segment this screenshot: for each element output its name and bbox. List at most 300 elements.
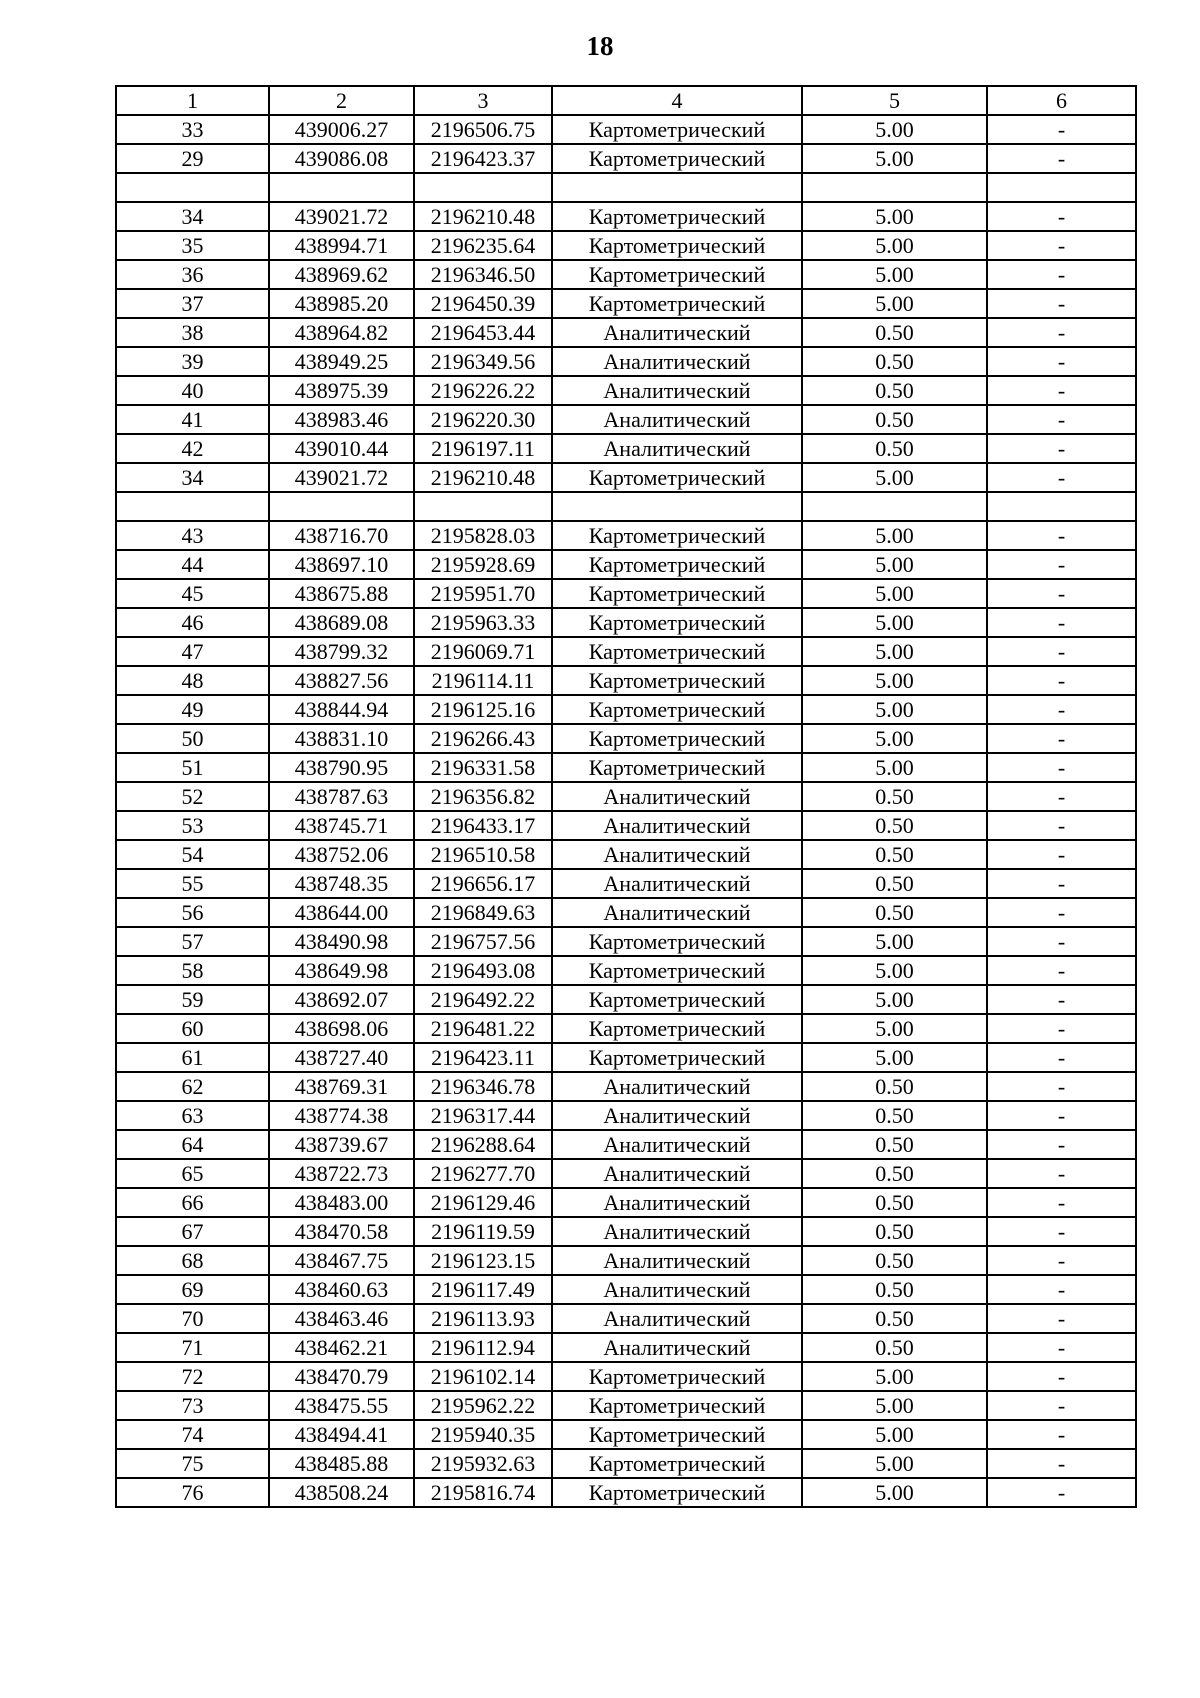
accuracy-cell: 0.50 xyxy=(802,376,987,405)
note-cell: - xyxy=(987,521,1136,550)
note-cell: - xyxy=(987,550,1136,579)
accuracy-cell: 5.00 xyxy=(802,695,987,724)
accuracy-cell: 0.50 xyxy=(802,1333,987,1362)
note-cell: - xyxy=(987,1188,1136,1217)
method-cell: Аналитический xyxy=(552,405,802,434)
x-coordinate-cell: 438462.21 xyxy=(269,1333,414,1362)
y-coordinate-cell: 2196346.50 xyxy=(414,260,552,289)
method-cell: Картометрический xyxy=(552,1362,802,1391)
y-coordinate-cell: 2196433.17 xyxy=(414,811,552,840)
accuracy-cell: 0.50 xyxy=(802,1130,987,1159)
method-cell: Картометрический xyxy=(552,1449,802,1478)
note-cell: - xyxy=(987,1304,1136,1333)
x-coordinate-cell: 438483.00 xyxy=(269,1188,414,1217)
note-cell: - xyxy=(987,1130,1136,1159)
table-row xyxy=(116,695,1136,724)
x-coordinate-cell xyxy=(269,173,414,202)
y-coordinate-cell: 2196114.11 xyxy=(414,666,552,695)
accuracy-cell xyxy=(802,492,987,521)
y-coordinate-cell: 2196112.94 xyxy=(414,1333,552,1362)
x-coordinate-cell: 439006.27 xyxy=(269,115,414,144)
point-number-cell: 71 xyxy=(116,1333,269,1362)
table-row xyxy=(116,898,1136,927)
y-coordinate-cell: 2195932.63 xyxy=(414,1449,552,1478)
note-cell: - xyxy=(987,289,1136,318)
accuracy-cell: 5.00 xyxy=(802,521,987,550)
table-row xyxy=(116,637,1136,666)
method-cell: Картометрический xyxy=(552,666,802,695)
point-number-cell: 69 xyxy=(116,1275,269,1304)
note-cell xyxy=(987,173,1136,202)
y-coordinate-cell: 2195828.03 xyxy=(414,521,552,550)
table-row xyxy=(116,1391,1136,1420)
accuracy-cell: 0.50 xyxy=(802,1304,987,1333)
y-coordinate-cell: 2196220.30 xyxy=(414,405,552,434)
method-cell: Картометрический xyxy=(552,521,802,550)
method-cell: Аналитический xyxy=(552,376,802,405)
x-coordinate-cell: 438739.67 xyxy=(269,1130,414,1159)
table-row xyxy=(116,579,1136,608)
method-cell: Аналитический xyxy=(552,1275,802,1304)
y-coordinate-cell: 2196506.75 xyxy=(414,115,552,144)
x-coordinate-cell: 438470.79 xyxy=(269,1362,414,1391)
x-coordinate-cell: 438964.82 xyxy=(269,318,414,347)
accuracy-cell: 0.50 xyxy=(802,898,987,927)
method-cell: Картометрический xyxy=(552,608,802,637)
method-cell: Аналитический xyxy=(552,434,802,463)
table-row xyxy=(116,492,1136,521)
table-row xyxy=(116,434,1136,463)
point-number-cell: 35 xyxy=(116,231,269,260)
header-cell-1: 1 xyxy=(116,86,269,115)
note-cell: - xyxy=(987,1420,1136,1449)
accuracy-cell: 5.00 xyxy=(802,202,987,231)
accuracy-cell xyxy=(802,173,987,202)
point-number-cell: 60 xyxy=(116,1014,269,1043)
table-row xyxy=(116,1217,1136,1246)
method-cell: Аналитический xyxy=(552,898,802,927)
table-row xyxy=(116,463,1136,492)
accuracy-cell: 0.50 xyxy=(802,782,987,811)
table-row xyxy=(116,927,1136,956)
x-coordinate-cell: 438475.55 xyxy=(269,1391,414,1420)
y-coordinate-cell: 2196069.71 xyxy=(414,637,552,666)
note-cell: - xyxy=(987,347,1136,376)
method-cell: Картометрический xyxy=(552,637,802,666)
method-cell: Аналитический xyxy=(552,869,802,898)
y-coordinate-cell: 2196123.15 xyxy=(414,1246,552,1275)
table-row xyxy=(116,869,1136,898)
point-number-cell: 70 xyxy=(116,1304,269,1333)
table-row xyxy=(116,318,1136,347)
point-number-cell: 49 xyxy=(116,695,269,724)
point-number-cell: 67 xyxy=(116,1217,269,1246)
x-coordinate-cell: 438748.35 xyxy=(269,869,414,898)
point-number-cell: 41 xyxy=(116,405,269,434)
x-coordinate-cell: 438787.63 xyxy=(269,782,414,811)
accuracy-cell: 5.00 xyxy=(802,463,987,492)
note-cell: - xyxy=(987,1246,1136,1275)
note-cell: - xyxy=(987,1043,1136,1072)
table-row xyxy=(116,1362,1136,1391)
method-cell: Аналитический xyxy=(552,1246,802,1275)
accuracy-cell: 5.00 xyxy=(802,231,987,260)
note-cell: - xyxy=(987,724,1136,753)
header-cell-3: 3 xyxy=(414,86,552,115)
point-number-cell: 50 xyxy=(116,724,269,753)
method-cell xyxy=(552,492,802,521)
point-number-cell: 34 xyxy=(116,202,269,231)
table-row xyxy=(116,1188,1136,1217)
table-row xyxy=(116,144,1136,173)
x-coordinate-cell: 438722.73 xyxy=(269,1159,414,1188)
accuracy-cell: 5.00 xyxy=(802,608,987,637)
x-coordinate-cell: 438827.56 xyxy=(269,666,414,695)
table-row xyxy=(116,608,1136,637)
x-coordinate-cell: 438949.25 xyxy=(269,347,414,376)
note-cell: - xyxy=(987,1449,1136,1478)
point-number-cell xyxy=(116,492,269,521)
note-cell: - xyxy=(987,202,1136,231)
accuracy-cell: 0.50 xyxy=(802,811,987,840)
method-cell: Картометрический xyxy=(552,1478,802,1507)
note-cell: - xyxy=(987,1362,1136,1391)
method-cell: Картометрический xyxy=(552,1014,802,1043)
point-number-cell: 47 xyxy=(116,637,269,666)
table-row xyxy=(116,231,1136,260)
table-row xyxy=(116,202,1136,231)
y-coordinate-cell: 2196356.82 xyxy=(414,782,552,811)
y-coordinate-cell: 2195928.69 xyxy=(414,550,552,579)
point-number-cell: 36 xyxy=(116,260,269,289)
point-number-cell: 44 xyxy=(116,550,269,579)
y-coordinate-cell: 2196210.48 xyxy=(414,463,552,492)
method-cell xyxy=(552,173,802,202)
x-coordinate-cell: 438485.88 xyxy=(269,1449,414,1478)
note-cell: - xyxy=(987,115,1136,144)
y-coordinate-cell: 2196102.14 xyxy=(414,1362,552,1391)
table-row xyxy=(116,1304,1136,1333)
table-row xyxy=(116,347,1136,376)
point-number-cell: 68 xyxy=(116,1246,269,1275)
point-number-cell: 48 xyxy=(116,666,269,695)
table-row xyxy=(116,1014,1136,1043)
table-row xyxy=(116,1130,1136,1159)
table-row xyxy=(116,724,1136,753)
note-cell: - xyxy=(987,811,1136,840)
method-cell: Аналитический xyxy=(552,782,802,811)
table-row xyxy=(116,289,1136,318)
accuracy-cell: 0.50 xyxy=(802,405,987,434)
y-coordinate-cell: 2195951.70 xyxy=(414,579,552,608)
table-row xyxy=(116,1159,1136,1188)
method-cell: Аналитический xyxy=(552,1333,802,1362)
x-coordinate-cell: 438698.06 xyxy=(269,1014,414,1043)
accuracy-cell: 5.00 xyxy=(802,550,987,579)
point-number-cell: 46 xyxy=(116,608,269,637)
table-row xyxy=(116,782,1136,811)
accuracy-cell: 5.00 xyxy=(802,724,987,753)
y-coordinate-cell: 2195816.74 xyxy=(414,1478,552,1507)
y-coordinate-cell: 2196510.58 xyxy=(414,840,552,869)
x-coordinate-cell: 438790.95 xyxy=(269,753,414,782)
x-coordinate-cell: 438774.38 xyxy=(269,1101,414,1130)
note-cell: - xyxy=(987,1217,1136,1246)
note-cell: - xyxy=(987,405,1136,434)
table-row xyxy=(116,405,1136,434)
method-cell: Картометрический xyxy=(552,202,802,231)
note-cell: - xyxy=(987,1333,1136,1362)
note-cell: - xyxy=(987,1159,1136,1188)
y-coordinate-cell: 2196197.11 xyxy=(414,434,552,463)
note-cell xyxy=(987,492,1136,521)
accuracy-cell: 5.00 xyxy=(802,637,987,666)
accuracy-cell: 5.00 xyxy=(802,753,987,782)
point-number-cell: 56 xyxy=(116,898,269,927)
y-coordinate-cell: 2196349.56 xyxy=(414,347,552,376)
x-coordinate-cell: 438799.32 xyxy=(269,637,414,666)
method-cell: Картометрический xyxy=(552,956,802,985)
table-row xyxy=(116,985,1136,1014)
method-cell: Аналитический xyxy=(552,347,802,376)
table-row xyxy=(116,1420,1136,1449)
x-coordinate-cell: 438692.07 xyxy=(269,985,414,1014)
table-row xyxy=(116,840,1136,869)
y-coordinate-cell: 2196423.37 xyxy=(414,144,552,173)
accuracy-cell: 0.50 xyxy=(802,840,987,869)
y-coordinate-cell: 2195963.33 xyxy=(414,608,552,637)
note-cell: - xyxy=(987,1478,1136,1507)
y-coordinate-cell: 2196346.78 xyxy=(414,1072,552,1101)
point-number-cell: 40 xyxy=(116,376,269,405)
y-coordinate-cell: 2195940.35 xyxy=(414,1420,552,1449)
method-cell: Картометрический xyxy=(552,695,802,724)
table-row xyxy=(116,811,1136,840)
y-coordinate-cell: 2196317.44 xyxy=(414,1101,552,1130)
accuracy-cell: 0.50 xyxy=(802,434,987,463)
header-cell-5: 5 xyxy=(802,86,987,115)
y-coordinate-cell: 2196125.16 xyxy=(414,695,552,724)
y-coordinate-cell: 2196129.46 xyxy=(414,1188,552,1217)
header-cell-2: 2 xyxy=(269,86,414,115)
method-cell: Аналитический xyxy=(552,1188,802,1217)
point-number-cell: 62 xyxy=(116,1072,269,1101)
note-cell: - xyxy=(987,956,1136,985)
y-coordinate-cell: 2196117.49 xyxy=(414,1275,552,1304)
accuracy-cell: 5.00 xyxy=(802,1420,987,1449)
x-coordinate-cell: 438494.41 xyxy=(269,1420,414,1449)
x-coordinate-cell: 439010.44 xyxy=(269,434,414,463)
coordinates-table xyxy=(115,85,1137,1508)
note-cell: - xyxy=(987,144,1136,173)
method-cell: Картометрический xyxy=(552,289,802,318)
point-number-cell: 64 xyxy=(116,1130,269,1159)
method-cell: Картометрический xyxy=(552,1420,802,1449)
header-cell-4: 4 xyxy=(552,86,802,115)
accuracy-cell: 5.00 xyxy=(802,1391,987,1420)
point-number-cell: 39 xyxy=(116,347,269,376)
x-coordinate-cell: 438994.71 xyxy=(269,231,414,260)
note-cell: - xyxy=(987,434,1136,463)
table-row xyxy=(116,1246,1136,1275)
point-number-cell: 65 xyxy=(116,1159,269,1188)
point-number-cell: 73 xyxy=(116,1391,269,1420)
header-cell-6: 6 xyxy=(987,86,1136,115)
method-cell: Картометрический xyxy=(552,1391,802,1420)
note-cell: - xyxy=(987,376,1136,405)
table-row xyxy=(116,753,1136,782)
note-cell: - xyxy=(987,1101,1136,1130)
y-coordinate-cell: 2196481.22 xyxy=(414,1014,552,1043)
note-cell: - xyxy=(987,666,1136,695)
note-cell: - xyxy=(987,318,1136,347)
table-row xyxy=(116,115,1136,144)
note-cell: - xyxy=(987,695,1136,724)
note-cell: - xyxy=(987,231,1136,260)
table-row xyxy=(116,1101,1136,1130)
accuracy-cell: 5.00 xyxy=(802,956,987,985)
x-coordinate-cell: 439021.72 xyxy=(269,202,414,231)
accuracy-cell: 0.50 xyxy=(802,1188,987,1217)
note-cell: - xyxy=(987,898,1136,927)
method-cell: Картометрический xyxy=(552,927,802,956)
point-number-cell: 34 xyxy=(116,463,269,492)
method-cell: Аналитический xyxy=(552,1217,802,1246)
point-number-cell: 29 xyxy=(116,144,269,173)
accuracy-cell: 0.50 xyxy=(802,1159,987,1188)
note-cell: - xyxy=(987,579,1136,608)
y-coordinate-cell: 2196450.39 xyxy=(414,289,552,318)
method-cell: Картометрический xyxy=(552,1043,802,1072)
x-coordinate-cell: 438470.58 xyxy=(269,1217,414,1246)
note-cell: - xyxy=(987,1275,1136,1304)
point-number-cell xyxy=(116,173,269,202)
x-coordinate-cell: 438460.63 xyxy=(269,1275,414,1304)
table-row xyxy=(116,1275,1136,1304)
point-number-cell: 74 xyxy=(116,1420,269,1449)
method-cell: Аналитический xyxy=(552,1159,802,1188)
table-header-row xyxy=(116,86,1136,115)
y-coordinate-cell: 2196423.11 xyxy=(414,1043,552,1072)
table-row xyxy=(116,550,1136,579)
point-number-cell: 38 xyxy=(116,318,269,347)
y-coordinate-cell: 2196277.70 xyxy=(414,1159,552,1188)
x-coordinate-cell: 438969.62 xyxy=(269,260,414,289)
method-cell: Картометрический xyxy=(552,463,802,492)
accuracy-cell: 5.00 xyxy=(802,927,987,956)
table-row xyxy=(116,956,1136,985)
table-row xyxy=(116,1072,1136,1101)
y-coordinate-cell: 2196226.22 xyxy=(414,376,552,405)
accuracy-cell: 5.00 xyxy=(802,1449,987,1478)
x-coordinate-cell: 438649.98 xyxy=(269,956,414,985)
accuracy-cell: 0.50 xyxy=(802,1217,987,1246)
point-number-cell: 59 xyxy=(116,985,269,1014)
accuracy-cell: 0.50 xyxy=(802,869,987,898)
point-number-cell: 54 xyxy=(116,840,269,869)
y-coordinate-cell: 2196492.22 xyxy=(414,985,552,1014)
y-coordinate-cell: 2196656.17 xyxy=(414,869,552,898)
accuracy-cell: 5.00 xyxy=(802,144,987,173)
table-body xyxy=(116,115,1136,1507)
accuracy-cell: 0.50 xyxy=(802,347,987,376)
table-row xyxy=(116,1478,1136,1507)
point-number-cell: 37 xyxy=(116,289,269,318)
note-cell: - xyxy=(987,782,1136,811)
y-coordinate-cell xyxy=(414,173,552,202)
method-cell: Картометрический xyxy=(552,985,802,1014)
x-coordinate-cell: 438975.39 xyxy=(269,376,414,405)
accuracy-cell: 5.00 xyxy=(802,115,987,144)
x-coordinate-cell: 439021.72 xyxy=(269,463,414,492)
x-coordinate-cell: 438831.10 xyxy=(269,724,414,753)
y-coordinate-cell: 2196119.59 xyxy=(414,1217,552,1246)
accuracy-cell: 0.50 xyxy=(802,1072,987,1101)
method-cell: Аналитический xyxy=(552,1101,802,1130)
x-coordinate-cell: 438716.70 xyxy=(269,521,414,550)
accuracy-cell: 5.00 xyxy=(802,260,987,289)
x-coordinate-cell: 438752.06 xyxy=(269,840,414,869)
note-cell: - xyxy=(987,637,1136,666)
point-number-cell: 58 xyxy=(116,956,269,985)
y-coordinate-cell: 2196493.08 xyxy=(414,956,552,985)
point-number-cell: 61 xyxy=(116,1043,269,1072)
method-cell: Аналитический xyxy=(552,811,802,840)
accuracy-cell: 5.00 xyxy=(802,579,987,608)
method-cell: Картометрический xyxy=(552,115,802,144)
method-cell: Аналитический xyxy=(552,840,802,869)
method-cell: Картометрический xyxy=(552,550,802,579)
y-coordinate-cell: 2196331.58 xyxy=(414,753,552,782)
page-number: 18 xyxy=(586,31,614,61)
x-coordinate-cell: 439086.08 xyxy=(269,144,414,173)
accuracy-cell: 5.00 xyxy=(802,1043,987,1072)
note-cell: - xyxy=(987,869,1136,898)
table-row xyxy=(116,1333,1136,1362)
y-coordinate-cell: 2196210.48 xyxy=(414,202,552,231)
point-number-cell: 52 xyxy=(116,782,269,811)
table-row xyxy=(116,1043,1136,1072)
method-cell: Картометрический xyxy=(552,579,802,608)
y-coordinate-cell: 2196235.64 xyxy=(414,231,552,260)
note-cell: - xyxy=(987,1391,1136,1420)
note-cell: - xyxy=(987,1072,1136,1101)
table-row xyxy=(116,173,1136,202)
method-cell: Картометрический xyxy=(552,724,802,753)
y-coordinate-cell: 2196113.93 xyxy=(414,1304,552,1333)
x-coordinate-cell: 438745.71 xyxy=(269,811,414,840)
x-coordinate-cell: 438675.88 xyxy=(269,579,414,608)
note-cell: - xyxy=(987,1014,1136,1043)
accuracy-cell: 5.00 xyxy=(802,1014,987,1043)
accuracy-cell: 5.00 xyxy=(802,985,987,1014)
method-cell: Аналитический xyxy=(552,1130,802,1159)
note-cell: - xyxy=(987,260,1136,289)
y-coordinate-cell: 2196757.56 xyxy=(414,927,552,956)
method-cell: Картометрический xyxy=(552,260,802,289)
accuracy-cell: 0.50 xyxy=(802,1246,987,1275)
accuracy-cell: 5.00 xyxy=(802,289,987,318)
accuracy-cell: 0.50 xyxy=(802,1275,987,1304)
x-coordinate-cell: 438689.08 xyxy=(269,608,414,637)
note-cell: - xyxy=(987,608,1136,637)
y-coordinate-cell: 2196453.44 xyxy=(414,318,552,347)
x-coordinate-cell: 438644.00 xyxy=(269,898,414,927)
method-cell: Картометрический xyxy=(552,753,802,782)
accuracy-cell: 0.50 xyxy=(802,1101,987,1130)
accuracy-cell: 5.00 xyxy=(802,666,987,695)
note-cell: - xyxy=(987,927,1136,956)
